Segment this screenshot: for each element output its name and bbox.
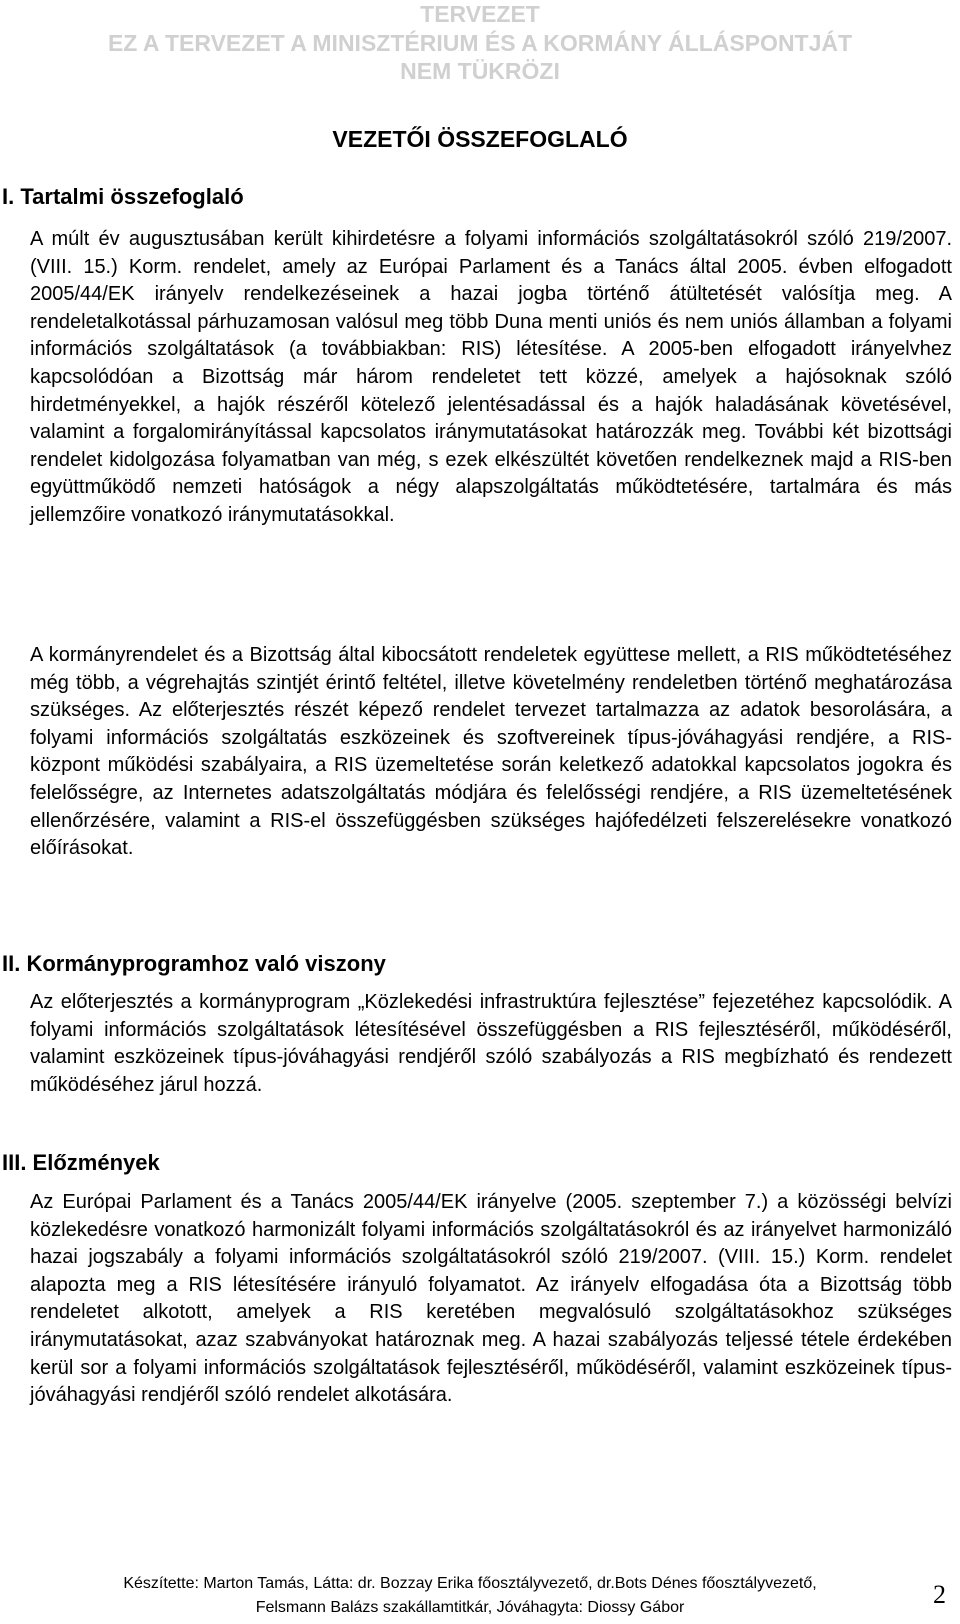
footer-line-1: Készítette: Marton Tamás, Látta: dr. Bozzay Erika főosztályvezető, dr.Bots Dénes főosztályvezető,	[123, 1575, 817, 1592]
section-3-paragraph-1: Az Európai Parlament és a Tanács 2005/44/EK irányelve (2005. szeptember 7.) a közösségi belvízi közlekedésre vonatkozó harmonizált folyami információs szolgáltatásokról és az irányelvet harmonizáló hazai jogszabály a folyami információs szolgáltatásokról szóló 219/2007. (VIII. 15.) Korm. rendelet alapozta meg a RIS létesítésére irányuló folyamatot. Az irányelv elfogadása óta a Bizottság több rendeletet alkotott, amelyek a RIS keretében megvalósuló szolgáltatásokhoz szükséges iránymutatásokat, azaz szabványokat határoznak meg. A hazai szabályozás teljessé tétele érdekében kerül sor a folyami információs szolgáltatások fejlesztéséről, működéséről, valamint eszközeinek típus-jóváhagyási rendjéről szóló rendelet alkotására.	[30, 1191, 952, 1407]
draft-watermark	[0, 0, 960, 86]
page-footer	[30, 1572, 910, 1619]
watermark-line-2: EZ A TERVEZET A MINISZTÉRIUM ÉS A KORMÁNY ÁLLÁSPONTJÁT	[107, 29, 853, 56]
section-heading-2: II. Kormányprogramhoz való viszony	[2, 951, 386, 976]
footer-line-2: Felsmann Balázs szakállamtitkár, Jóváhagyta: Diossy Gábor	[255, 1598, 685, 1616]
section-heading-3: III. Előzmények	[2, 1150, 160, 1175]
watermark-line-3: NEM TÜKRÖZI	[400, 58, 560, 84]
section-1-paragraph-2: A kormányrendelet és a Bizottság által kibocsátott rendeletek együttese mellett, a RIS működtetéséhez még több, a végrehajtás szintjét érintő feltétel, illetve követelmény rendeletben történő meghatározása szükséges. Az előterjesztés részét képező rendelet tervezet tartalmazza az adatok besorolására, a folyami információs szolgáltatás eszközeinek és szoftvereinek típus-jóváhagyási rendjére, a RIS-központ működési szabályaira, a RIS üzemeltetése során keletkező adatokkal kapcsolatos jogokra és felelősségre, az Internetes adatszolgáltatás módjára és felelősségi rendjére, a RIS üzemeltetésének ellenőrzésére, valamint a RIS-el összefüggésben szükséges hajófedélzeti felszerelésekre vonatkozó előírásokat.	[30, 644, 952, 860]
section-heading-1: I. Tartalmi összefoglaló	[2, 184, 244, 209]
document-title: VEZETŐI ÖSSZEFOGLALÓ	[332, 126, 628, 152]
section-1-paragraph-1: A múlt év augusztusában került kihirdetésre a folyami információs szolgáltatásokról szóló 219/2007. (VIII. 15.) Korm. rendelet, amely az Európai Parlament és a Tanács által 2005. évben elfogadott 2005/44/EK irányelv rendelkezéseinek a hazai jogba történő átültetését valósítja meg. A rendeletalkotással párhuzamosan valósul meg több Duna menti uniós és nem uniós államban a folyami információs szolgáltatások (a továbbiakban: RIS) létesítése. A 2005-ben elfogadott irányelvhez kapcsolódóan a Bizottság már három rendeletet tett közzé, amelyek a hajósoknak szóló hirdetményekkel, a hajók részéről kötelező jelentésadással és a hajók haladásának követésével, valamint a forgalomirányítással kapcsolatos iránymutatásokat határozzák meg. További két bizottsági rendelet kidolgozása folyamatban van még, s ezek elkészültét követően rendelkeznek majd a RIS-ben együttműködő nemzeti hatóságok a négy alapszolgáltatás működtetésére, tartalmára és más jellemzőire vonatkozó iránymutatásokkal.	[30, 228, 952, 526]
section-2-paragraph-1: Az előterjesztés a kormányprogram „Közlekedési infrastruktúra fejlesztése” fejezetéhez kapcsolódik. A folyami információs szolgáltatások létesítésével összefüggésben a RIS fejlesztéséről, működéséről, valamint eszközeinek típus-jóváhagyási rendjéről szóló szabályozás a RIS megbízható és rendezett működéséhez járul hozzá.	[30, 991, 952, 1096]
watermark-line-1: TERVEZET	[420, 1, 540, 27]
page-number: 2	[933, 1580, 946, 1609]
